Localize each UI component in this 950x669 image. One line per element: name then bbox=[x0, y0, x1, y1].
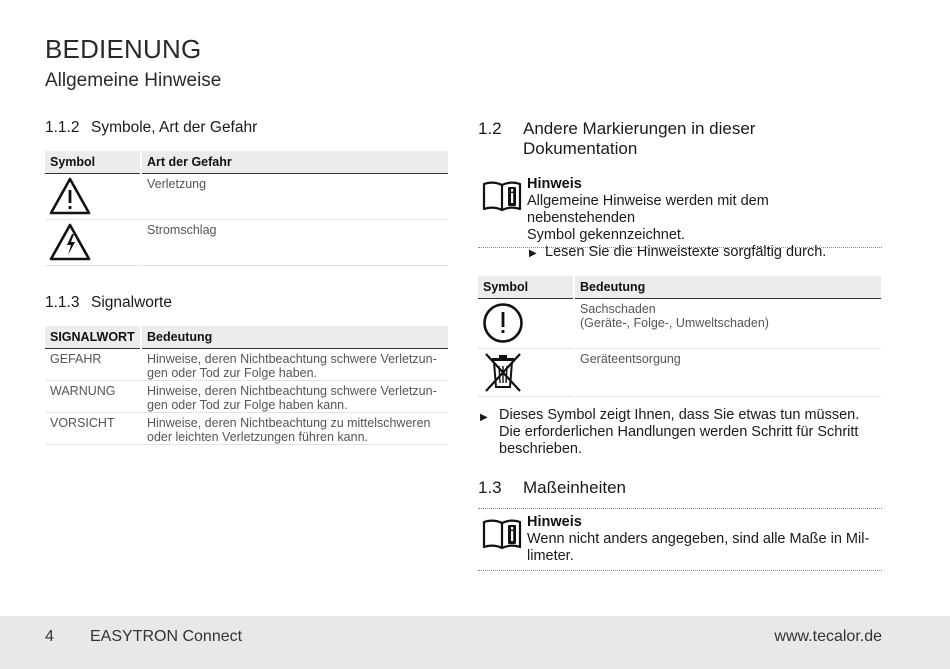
signal-word-meaning: Hinweise, deren Nichtbeachtung zu mittelschweren oder leichten Verletzungen führen kann. bbox=[142, 413, 448, 445]
column-header-symbol: Symbol bbox=[45, 151, 140, 174]
hint-title: Hinweis bbox=[527, 176, 582, 192]
column-header-meaning: Bedeutung bbox=[575, 276, 881, 299]
page-footer bbox=[0, 616, 950, 669]
info-book-icon bbox=[482, 180, 522, 212]
column-header-hazard-type: Art der Gefahr bbox=[142, 151, 448, 174]
table-row bbox=[478, 299, 881, 349]
table-row bbox=[45, 220, 448, 266]
signal-word-table bbox=[45, 326, 448, 445]
page-title: BEDIENUNG bbox=[45, 34, 202, 64]
table-row bbox=[45, 381, 448, 413]
hint-title: Hinweis bbox=[527, 514, 582, 530]
signal-word-meaning: Hinweise, deren Nichtbeachtung schwere Verletzun- gen oder Tod zur Folge haben kann. bbox=[142, 381, 448, 413]
warning-triangle-icon bbox=[48, 176, 92, 216]
section-heading-1-3: 1.3 Maßeinheiten bbox=[478, 478, 627, 497]
hazard-symbol-table bbox=[45, 151, 448, 266]
info-book-icon bbox=[482, 518, 522, 550]
website-url: www.tecalor.de bbox=[774, 628, 882, 645]
marking-symbol-table bbox=[478, 276, 881, 397]
hazard-type-text: Stromschlag bbox=[142, 220, 448, 266]
page-subtitle: Allgemeine Hinweise bbox=[45, 70, 222, 91]
meaning-text: Geräteentsorgung bbox=[575, 349, 881, 397]
electric-shock-icon bbox=[48, 222, 92, 262]
signal-word: GEFAHR bbox=[45, 349, 140, 381]
hazard-type-text: Verletzung bbox=[142, 174, 448, 220]
column-header-signal-word: SIGNALWORT bbox=[45, 326, 140, 349]
signal-word-meaning: Hinweise, deren Nichtbeachtung schwere Verletzun- gen oder Tod zur Folge haben. bbox=[142, 349, 448, 381]
column-header-meaning: Bedeutung bbox=[142, 326, 448, 349]
product-name: EASYTRON Connect bbox=[90, 628, 243, 645]
action-triangle-icon: ▶ bbox=[480, 412, 488, 423]
signal-word: WARNUNG bbox=[45, 381, 140, 413]
meaning-text: Sachschaden (Geräte-, Folge-, Umweltschaden) bbox=[575, 299, 881, 349]
table-row bbox=[45, 413, 448, 445]
action-triangle-icon: ▶ bbox=[529, 248, 537, 259]
crossed-bin-icon bbox=[481, 351, 525, 393]
column-header-symbol: Symbol bbox=[478, 276, 573, 299]
table-row bbox=[45, 174, 448, 220]
divider bbox=[478, 508, 882, 509]
exclamation-circle-icon bbox=[481, 301, 525, 345]
section-heading-1-2: 1.2 Andere Markierungen in dieser Dokumentation bbox=[478, 119, 756, 158]
section-heading-1-1-3: 1.1.3 Signalworte bbox=[45, 294, 172, 311]
section-heading-1-1-2: 1.1.2 Symbole, Art der Gefahr bbox=[45, 119, 258, 136]
hint-box bbox=[478, 514, 882, 571]
signal-word: VORSICHT bbox=[45, 413, 140, 445]
hint-text: Allgemeine Hinweise werden mit dem nebenstehenden Symbol gekennzeichnet. ▶ Lesen Sie die Hinweistexte sorgfältig durch. bbox=[527, 193, 827, 260]
hint-box bbox=[478, 176, 882, 260]
table-row bbox=[478, 349, 881, 397]
table-row bbox=[45, 349, 448, 381]
page-number: 4 bbox=[45, 628, 54, 645]
hint-text: Wenn nicht anders angegeben, sind alle Maße in Mil- limeter. bbox=[527, 531, 870, 564]
